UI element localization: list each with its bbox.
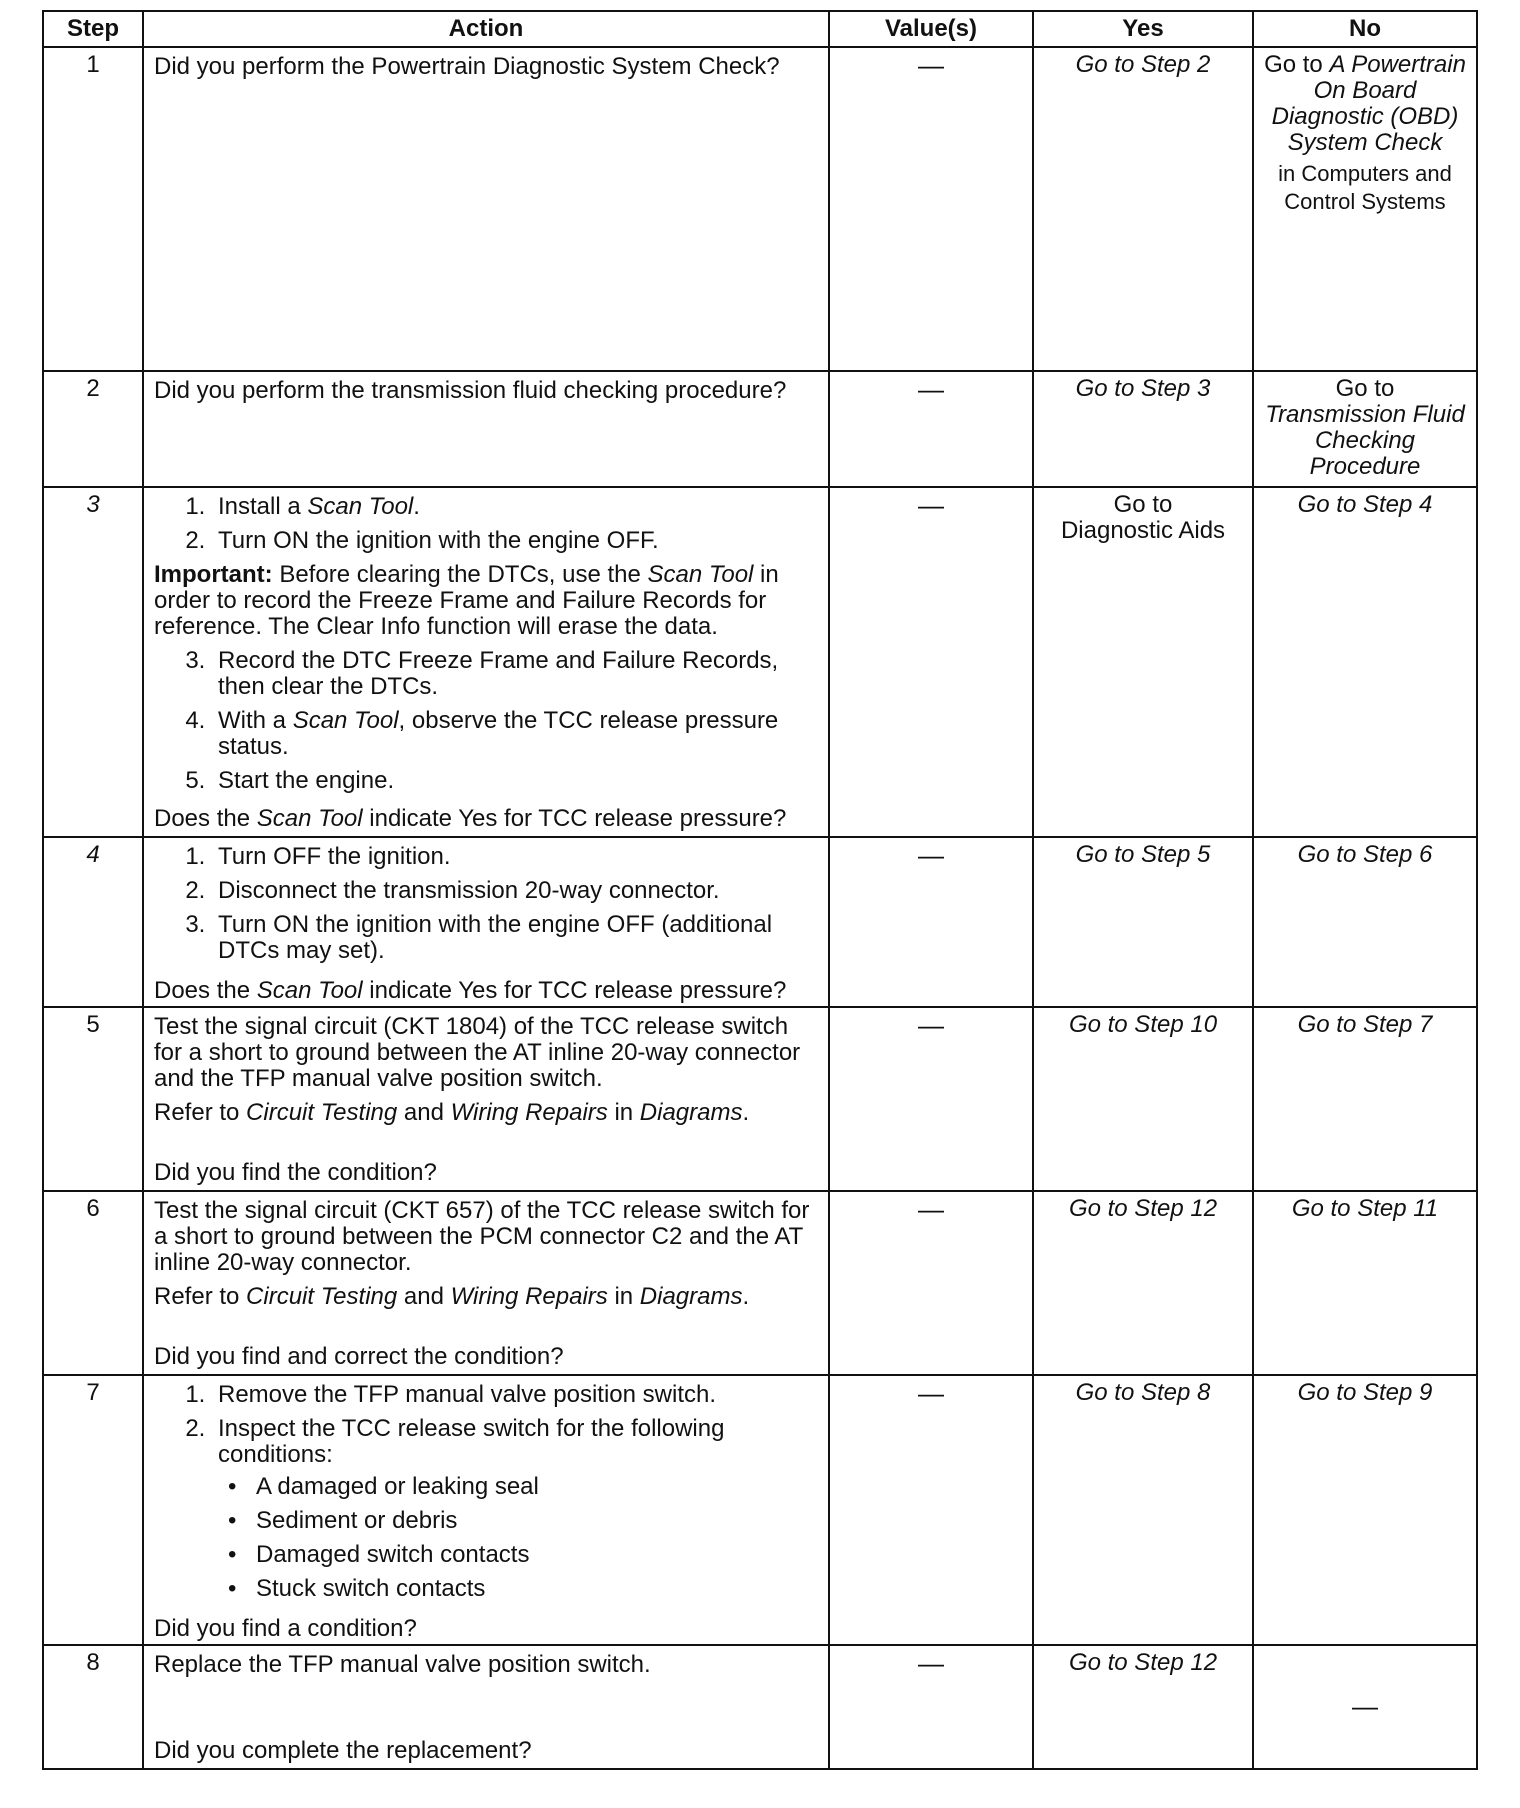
no-goto[interactable]: Go to Step 6 <box>1253 837 1477 1007</box>
value-cell <box>829 47 1033 371</box>
step-number: 8 <box>43 1645 143 1769</box>
value-cell <box>829 1375 1033 1645</box>
value-dash: — <box>918 1648 944 1678</box>
yes-goto[interactable]: Go to Step 3 <box>1033 371 1253 487</box>
action-text: Test the signal circuit (CKT 1804) of the TCC release switch for a short to ground between the AT inline 20-way connector and the TFP manual valve position switch. <box>154 1013 801 1092</box>
action-refer: Refer to Circuit Testing and Wiring Repairs in Diagrams. <box>154 1099 750 1126</box>
action-step: 1. Turn OFF the ignition. <box>212 844 818 870</box>
action-cell <box>143 1191 829 1375</box>
yes-goto[interactable]: Go to Step 12 <box>1033 1191 1253 1375</box>
value-dash: — <box>918 50 944 80</box>
action-question: Did you perform the Powertrain Diagnostic System Check? <box>154 53 780 80</box>
action-steps <box>154 844 818 972</box>
action-steps-a <box>154 494 818 554</box>
no-dash: — <box>1352 1691 1378 1721</box>
action-step: 1. Install a Scan Tool. <box>212 494 818 520</box>
action-cell <box>143 487 829 837</box>
action-step: 3. Record the DTC Freeze Frame and Failure Records, then clear the DTCs. <box>212 648 818 700</box>
no-goto[interactable]: Go to Step 4 <box>1253 487 1477 837</box>
no-goto[interactable]: Go to Step 11 <box>1253 1191 1477 1375</box>
action-step: 4. With a Scan Tool, observe the TCC release pressure status. <box>212 708 818 760</box>
no-cell <box>1253 1645 1477 1769</box>
bullet-item: • Stuck switch contacts <box>250 1576 818 1602</box>
important-label: Important: <box>154 561 273 588</box>
bullet-item: • Sediment or debris <box>250 1508 818 1534</box>
bullet-item: • Damaged switch contacts <box>250 1542 818 1568</box>
no-goto-prefix: Go to <box>1264 51 1323 78</box>
yes-goto[interactable]: Go to Step 10 <box>1033 1007 1253 1191</box>
value-cell <box>829 371 1033 487</box>
header-row <box>43 11 1477 47</box>
action-cell <box>143 1375 829 1645</box>
action-step: 2. Turn ON the ignition with the engine OFF. <box>212 528 818 554</box>
no-goto-suffix: in Computers and Control Systems <box>1278 161 1452 214</box>
action-question: Did you find and correct the condition? <box>154 1343 564 1370</box>
step-number: 4 <box>43 837 143 1007</box>
value-dash: — <box>918 1010 944 1040</box>
table-row-step-1 <box>43 47 1477 371</box>
table-row-step-6 <box>43 1191 1477 1375</box>
diagnostic-table <box>42 10 1478 1770</box>
table-row-step-3 <box>43 487 1477 837</box>
value-dash: — <box>918 840 944 870</box>
action-cell <box>143 837 829 1007</box>
no-cell <box>1253 47 1477 371</box>
table-row-step-7 <box>43 1375 1477 1645</box>
refer-link[interactable]: Circuit Testing <box>246 1283 398 1310</box>
step-number: 7 <box>43 1375 143 1645</box>
condition-bullets <box>218 1474 818 1602</box>
step-number: 1 <box>43 47 143 371</box>
action-cell <box>143 47 829 371</box>
step-number: 2 <box>43 371 143 487</box>
value-cell <box>829 487 1033 837</box>
refer-link[interactable]: Diagrams <box>639 1283 743 1310</box>
step-number: 5 <box>43 1007 143 1191</box>
action-text: Test the signal circuit (CKT 657) of the TCC release switch for a short to ground between the PCM connector C2 and the AT inline 20-way connector. <box>154 1197 810 1276</box>
action-question: Did you perform the transmission fluid checking procedure? <box>154 377 787 404</box>
step-number: 3 <box>43 487 143 837</box>
action-step: 1. Remove the TFP manual valve position switch. <box>212 1382 818 1408</box>
yes-goto[interactable]: Go to Step 12 <box>1033 1645 1253 1769</box>
no-goto-link[interactable]: A Powertrain On Board Diagnostic (OBD) System Check <box>1271 51 1466 156</box>
header-no: No <box>1253 11 1477 47</box>
header-values: Value(s) <box>829 11 1033 47</box>
header-yes: Yes <box>1033 11 1253 47</box>
important-note: Important: Before clearing the DTCs, use the Scan Tool in order to record the Freeze Frame and Failure Records for reference. The Clear Info function will erase the data. <box>154 561 779 640</box>
no-goto-link[interactable]: Transmission Fluid Checking Procedure <box>1265 401 1465 480</box>
value-cell <box>829 1191 1033 1375</box>
action-step: 2. Disconnect the transmission 20-way connector. <box>212 878 818 904</box>
action-question: Did you find a condition? <box>154 1615 417 1642</box>
value-dash: — <box>918 490 944 520</box>
action-steps-b <box>154 648 818 794</box>
yes-goto[interactable]: Go to Step 5 <box>1033 837 1253 1007</box>
action-text: Replace the TFP manual valve position switch. <box>154 1651 651 1678</box>
value-dash: — <box>918 1378 944 1408</box>
bullet-item: • A damaged or leaking seal <box>250 1474 818 1500</box>
table-row-step-8 <box>43 1645 1477 1769</box>
value-dash: — <box>918 1194 944 1224</box>
action-step: 3. Turn ON the ignition with the engine OFF (additional DTCs may set). <box>212 912 818 964</box>
action-step: 5. Start the engine. <box>212 768 818 794</box>
refer-link[interactable]: Circuit Testing <box>246 1099 398 1126</box>
yes-goto[interactable]: Go to Step 2 <box>1033 47 1253 371</box>
refer-link[interactable]: Wiring Repairs <box>450 1283 608 1310</box>
action-cell <box>143 1007 829 1191</box>
action-question: Does the Scan Tool indicate Yes for TCC release pressure? <box>154 805 787 832</box>
no-goto[interactable]: Go to Step 9 <box>1253 1375 1477 1645</box>
yes-goto[interactable]: Go to Diagnostic Aids <box>1033 487 1253 837</box>
value-cell <box>829 837 1033 1007</box>
action-cell <box>143 1645 829 1769</box>
header-step: Step <box>43 11 143 47</box>
no-cell <box>1253 371 1477 487</box>
value-cell <box>829 1007 1033 1191</box>
no-goto-prefix: Go to <box>1335 375 1395 402</box>
no-goto[interactable]: Go to Step 7 <box>1253 1007 1477 1191</box>
table-row-step-4 <box>43 837 1477 1007</box>
action-step: 2. Inspect the TCC release switch for the following conditions: • A damaged or leaking seal • Sediment or debris • Damaged switch contacts • Stuck switch contacts <box>212 1416 818 1602</box>
refer-link[interactable]: Diagrams <box>639 1099 743 1126</box>
action-question: Does the Scan Tool indicate Yes for TCC release pressure? <box>154 977 787 1004</box>
header-action: Action <box>143 11 829 47</box>
table-row-step-2 <box>43 371 1477 487</box>
step-number: 6 <box>43 1191 143 1375</box>
action-question: Did you find the condition? <box>154 1159 437 1186</box>
action-cell <box>143 371 829 487</box>
yes-goto[interactable]: Go to Step 8 <box>1033 1375 1253 1645</box>
action-steps <box>154 1382 818 1610</box>
value-dash: — <box>918 374 944 404</box>
refer-link[interactable]: Wiring Repairs <box>450 1099 608 1126</box>
action-question: Did you complete the replacement? <box>154 1737 532 1764</box>
table-row-step-5 <box>43 1007 1477 1191</box>
action-refer: Refer to Circuit Testing and Wiring Repairs in Diagrams. <box>154 1283 750 1310</box>
value-cell <box>829 1645 1033 1769</box>
